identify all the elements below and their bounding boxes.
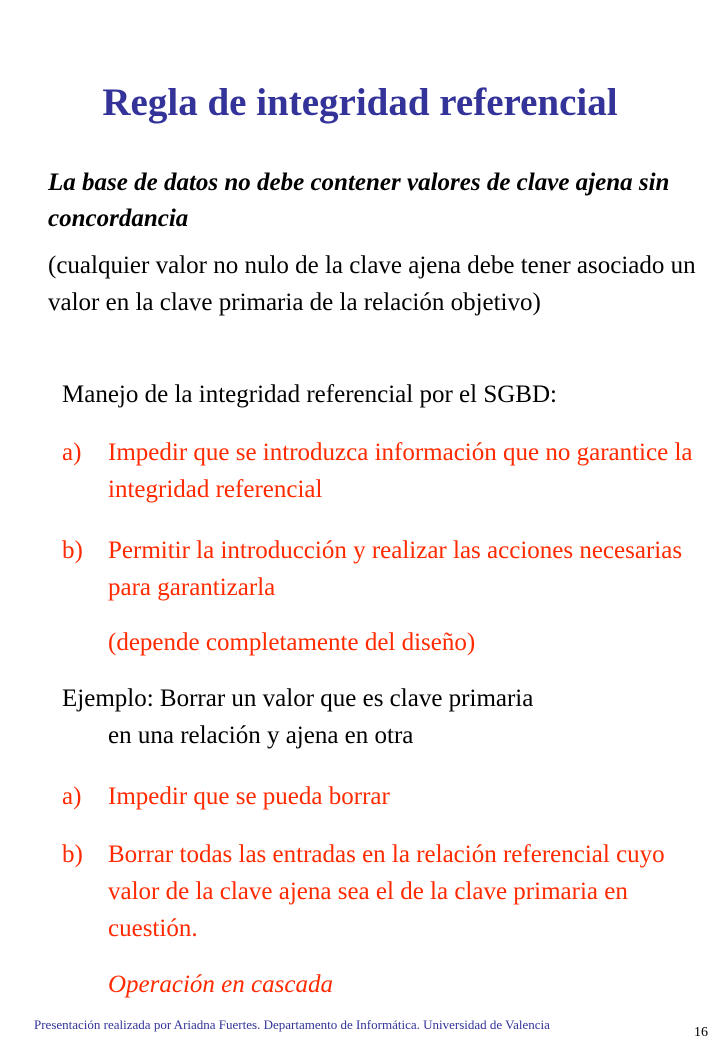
- rule-note: (cualquier valor no nulo de la clave ajena debe tener asociado un valor en la clave primaria de la relación objetivo): [48, 252, 696, 316]
- example-line-2: en una relación y ajena en otra: [108, 722, 414, 749]
- handling-item-a-text: Impedir que se introduzca información que no garantice la integridad referencial: [108, 439, 693, 503]
- handling-item-b: [62, 532, 702, 606]
- handling-note-text: (depende completamente del diseño): [108, 629, 476, 656]
- example-item-b: [62, 836, 702, 947]
- rule-definition: La base de datos no debe contener valores de clave ajena sin concordancia: [48, 169, 670, 232]
- example-line-1: Ejemplo: Borrar un valor que es clave primaria: [62, 685, 534, 712]
- cascade-label-text: Operación en cascada: [108, 971, 333, 998]
- footer-credit: Presentación realizada por Ariadna Fuertes. Departamento de Informática. Universidad de Valencia: [34, 1017, 550, 1032]
- example-item-a-text: Impedir que se pueda borrar: [108, 783, 390, 810]
- example-paragraph: [62, 680, 702, 754]
- cascade-label: [62, 966, 702, 1003]
- example-item-b-text: Borrar todas las entradas en la relación referencial cuyo valor de la clave ajena sea el de la clave primaria en cuestión.: [108, 841, 665, 942]
- example-item-b-marker: b): [62, 841, 83, 868]
- handling-item-b-text: Permitir la introducción y realizar las acciones necesarias para garantizarla: [108, 537, 683, 601]
- slide-title: Regla de integridad referencial: [102, 81, 618, 124]
- handling-note: [62, 624, 702, 661]
- page-number: 16: [694, 1025, 708, 1040]
- example-item-a-marker: a): [62, 783, 82, 810]
- handling-heading: Manejo de la integridad referencial por el SGBD:: [62, 381, 557, 408]
- handling-item-a-marker: a): [62, 439, 82, 466]
- handling-item-a: [62, 434, 702, 508]
- example-item-a: [62, 778, 702, 815]
- handling-item-b-marker: b): [62, 537, 83, 564]
